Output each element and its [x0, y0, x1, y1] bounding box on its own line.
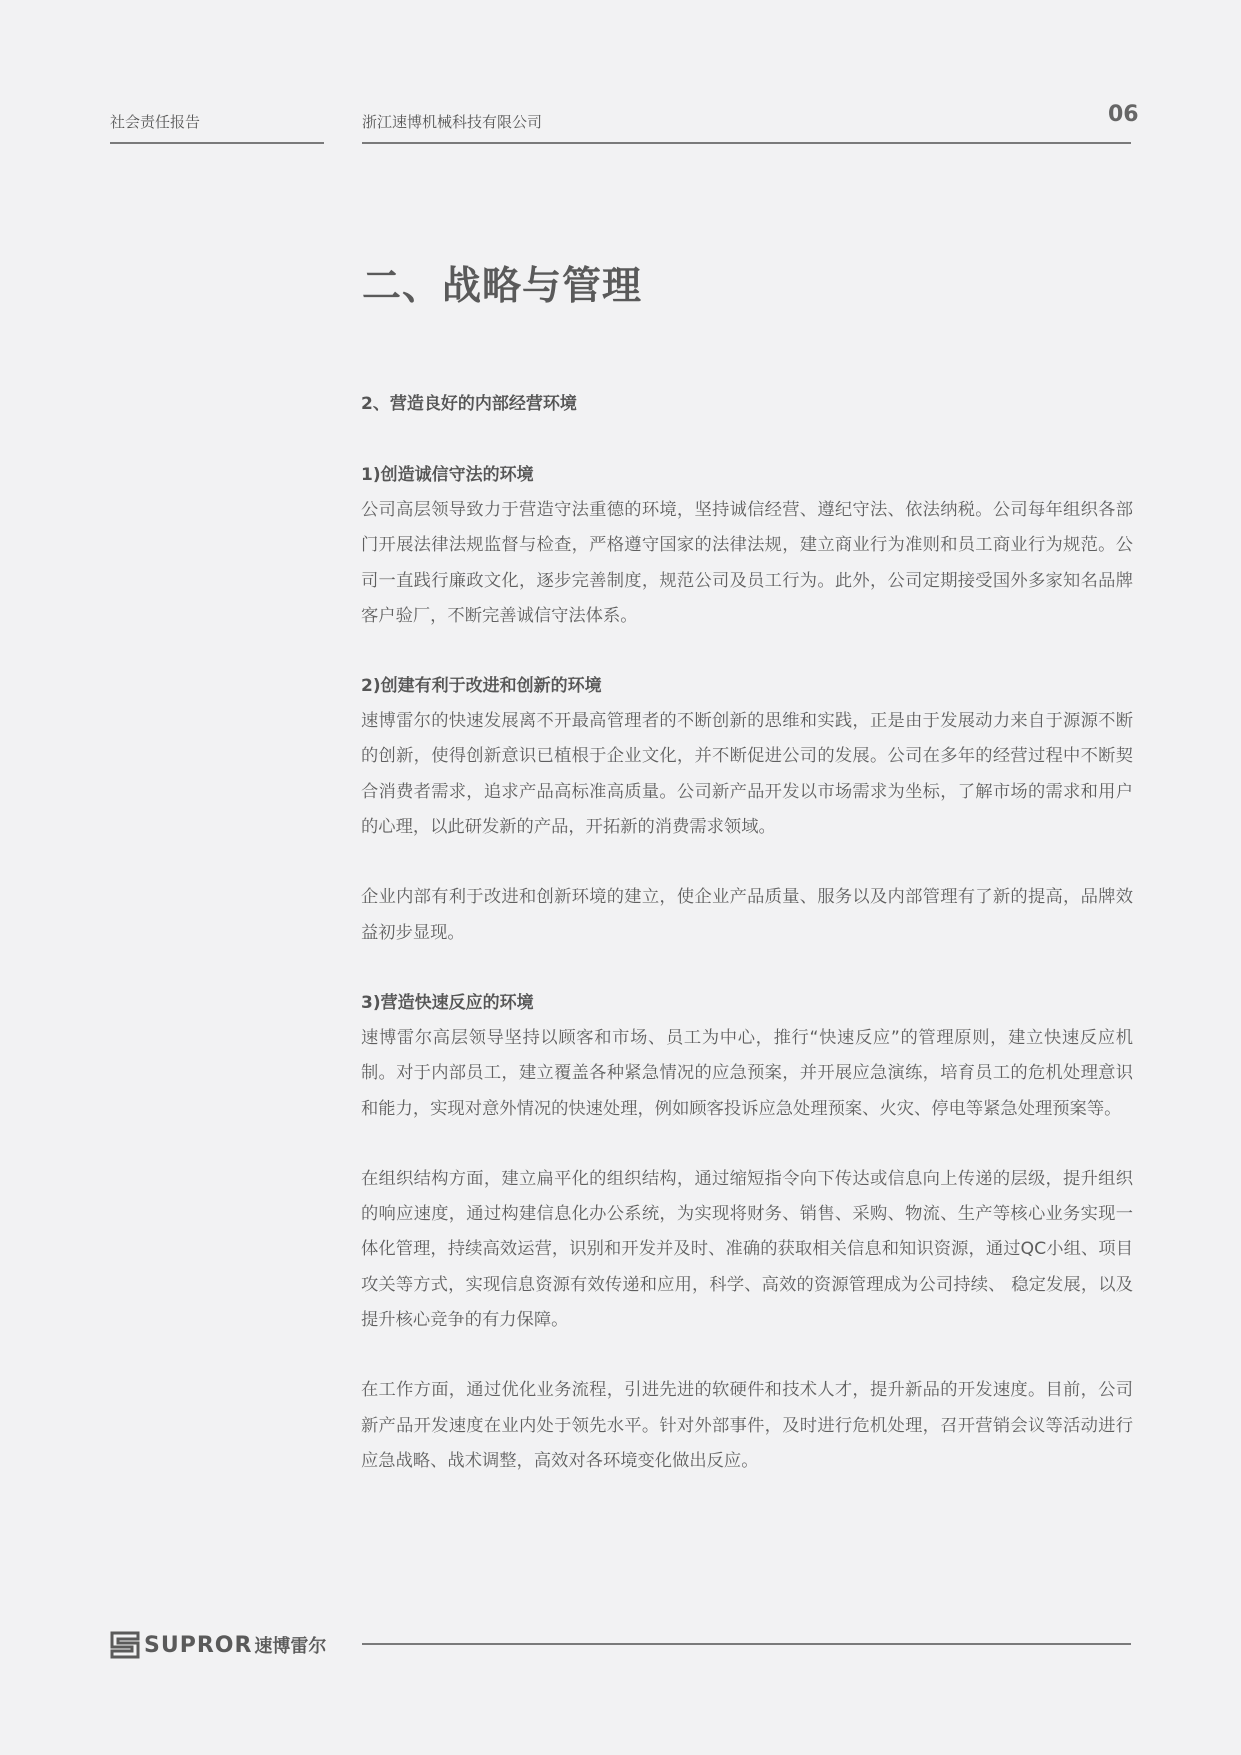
paragraph: 公司高层领导致力于营造守法重德的环境，坚持诚信经营、遵纪守法、依法纳税。公司每年组织各部门开展法律法规监督与检查，严格遵守国家的法律法规，建立商业行为准则和员工商业行为规范。公司一直践行廉政文化，逐步完善制度，规范公司及员工行为。此外，公司定期接受国外多家知名品牌客户验厂，不断完善诚信守法体系。 — [361, 500, 1133, 626]
paragraph: 速博雷尔高层领导坚持以顾客和市场、员工为中心，推行“快速反应”的管理原则，建立快速反应机制。对于内部员工，建立覆盖各种紧急情况的应急预案，并开展应急演练，培育员工的危机处理意识和能力，实现对意外情况的快速处理，例如顾客投诉应急处理预案、火灾、停电等紧急处理预案等。 — [361, 1027, 1133, 1119]
footer-divider — [362, 1643, 1131, 1645]
subsection-heading: 1)创造诚信守法的环境 — [361, 465, 534, 485]
logo-chinese: 速博雷尔 — [254, 1636, 327, 1657]
page-number: 06 — [1108, 102, 1139, 127]
section-2 — [361, 669, 1133, 951]
section-3 — [361, 986, 1133, 1479]
section-heading: 2、营造良好的内部经营环境 — [361, 394, 577, 414]
header-divider-right — [362, 142, 1131, 144]
header-divider-left — [110, 142, 324, 144]
page-title: 二、战略与管理 — [362, 264, 643, 309]
paragraph: 在组织结构方面，建立扁平化的组织结构，通过缩短指令向下传达或信息向上传递的层级，提升组织的响应速度，通过构建信息化办公系统，为实现将财务、销售、采购、物流、生产等核心业务实现一体化管理，持续高效运营，识别和开发并及时、准确的获取相关信息和知识资源，通过QC小组、项目攻关等方式，实现信息资源有效传递和应用，科学、高效的资源管理成为公司持续、 稳定发展，以及提升核心竞争的有力保障。 — [361, 1168, 1133, 1331]
main-content — [361, 386, 1133, 1514]
section-1 — [361, 458, 1133, 634]
footer-logo — [110, 1628, 326, 1662]
subsection-heading: 3)营造快速反应的环境 — [361, 992, 534, 1013]
paragraph: 企业内部有利于改进和创新环境的建立，使企业产品质量、服务以及内部管理有了新的提高，品牌效益初步显现。 — [361, 887, 1133, 943]
paragraph: 在工作方面，通过优化业务流程，引进先进的软硬件和技术人才，提升新品的开发速度。目前，公司新产品开发速度在业内处于领先水平。针对外部事件，及时进行危机处理，召开营销会议等活动进行应急战略、战术调整，高效对各环境变化做出反应。 — [361, 1380, 1133, 1471]
supror-logo-icon — [110, 1630, 140, 1660]
company-name: 浙江速博机械科技有限公司 — [362, 113, 543, 131]
logo-text: SUPROR — [144, 1632, 253, 1658]
paragraph: 速博雷尔的快速发展离不开最高管理者的不断创新的思维和实践，正是由于发展动力来自于源源不断的创新，使得创新意识已植根于企业文化，并不断促进公司的发展。公司在多年的经营过程中不断契合消费者需求，追求产品高标准高质量。公司新产品开发以市场需求为坐标，了解市场的需求和用户的心理，以此研发新的产品，开拓新的消费需求领域。 — [361, 711, 1133, 838]
report-label: 社会责任报告 — [110, 113, 201, 131]
subsection-heading: 2)创建有利于改进和创新的环境 — [361, 676, 602, 697]
